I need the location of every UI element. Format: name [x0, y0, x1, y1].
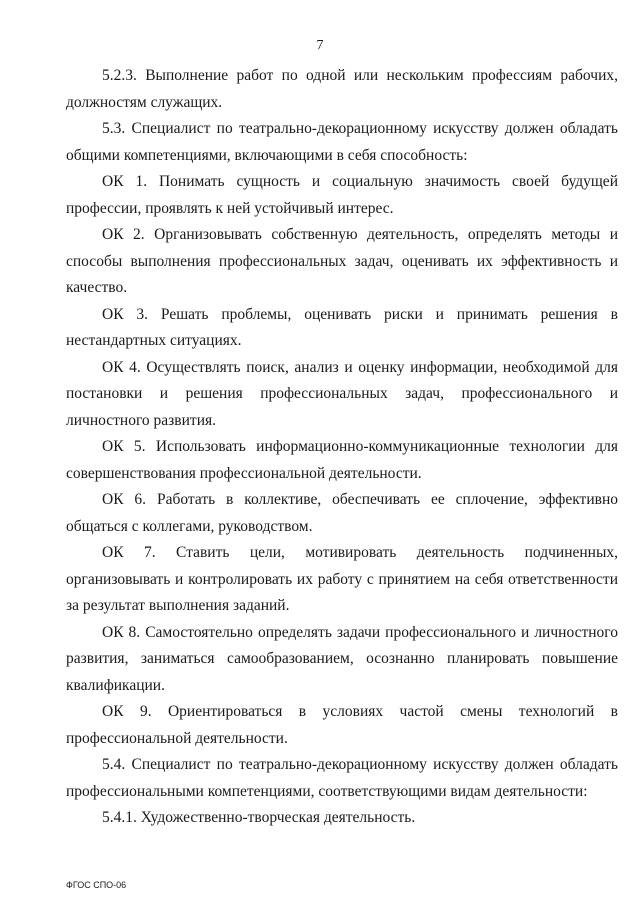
paragraph-ok-8: ОК 8. Самостоятельно определять задачи профессионального и личностного развития, заниматься самообразованием, осознанно планировать повышение квалификации.: [66, 623, 618, 694]
paragraph-ok-9: ОК 9. Ориентироваться в условиях частой смены технологий в профессиональной деятельности.: [66, 703, 618, 747]
footer-label: ФГОС СПО-06: [66, 880, 127, 890]
paragraph-ok-1: ОК 1. Понимать сущность и социальную значимость своей будущей профессии, проявлять к ней устойчивый интерес.: [66, 173, 618, 217]
paragraph-5-4: 5.4. Специалист по театрально-декорационному искусству должен обладать профессиональными компетенциями, соответствующими видам деятельности:: [66, 756, 618, 800]
paragraph-5-3: 5.3. Специалист по театрально-декорационному искусству должен обладать общими компетенциями, включающими в себя способность:: [66, 120, 618, 164]
paragraph-ok-2: ОК 2. Организовывать собственную деятельность, определять методы и способы выполнения профессиональных задач, оценивать их эффективность и качество.: [66, 226, 618, 296]
document-body: [66, 63, 618, 832]
paragraph-ok-4: ОК 4. Осуществлять поиск, анализ и оценку информации, необходимой для постановки и решения профессиональных задач, профессионального и личностного развития.: [66, 358, 618, 429]
paragraph-ok-5: ОК 5. Использовать информационно-коммуникационные технологии для совершенствования профессиональной деятельности.: [66, 438, 618, 482]
page-number: 7: [316, 38, 324, 53]
paragraph-ok-6: ОК 6. Работать в коллективе, обеспечивать ее сплочение, эффективно общаться с коллегами, руководством.: [66, 491, 618, 535]
paragraph-ok-7: ОК 7. Ставить цели, мотивировать деятельность подчиненных, организовывать и контролировать их работу с принятием на себя ответственности за результат выполнения заданий.: [66, 544, 618, 614]
paragraph-5-2-3: 5.2.3. Выполнение работ по одной или нескольким профессиям рабочих, должностям служащих.: [66, 67, 618, 111]
paragraph-ok-3: ОК 3. Решать проблемы, оценивать риски и принимать решения в нестандартных ситуациях.: [66, 305, 618, 349]
paragraph-5-4-1: 5.4.1. Художественно-творческая деятельность.: [102, 809, 416, 826]
